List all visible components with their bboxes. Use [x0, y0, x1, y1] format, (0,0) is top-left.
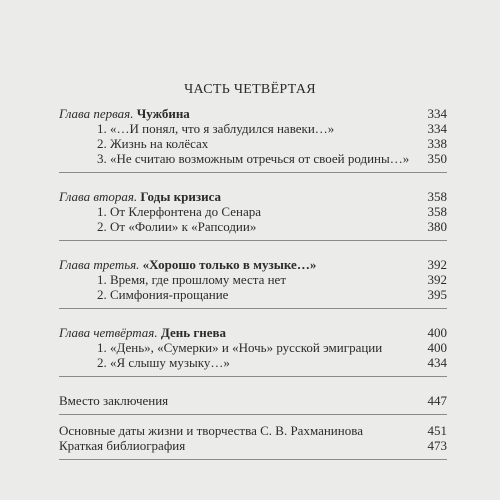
chapter-1-page: 334: [427, 106, 447, 121]
chapter-4-prefix: Глава четвёртая.: [59, 325, 158, 340]
bibliography-row: [59, 438, 447, 453]
section-3-2-page: 395: [427, 287, 447, 302]
dates-row: [59, 423, 447, 438]
section-1-2-label: 2. Жизнь на колёсах: [97, 136, 209, 151]
chapter-4-title: День гнева: [160, 325, 227, 340]
section-4-1-label: 1. «День», «Сумерки» и «Ночь» русской эмиграции: [97, 340, 383, 355]
section-2-1-row: [59, 204, 447, 219]
part-title: ЧАСТЬ ЧЕТВЁРТАЯ: [184, 82, 316, 97]
section-3-2-label: 2. Симфония-прощание: [97, 287, 229, 302]
chapter-4-row: [59, 325, 447, 340]
section-1-2-row: [59, 136, 447, 151]
chapter-2-row: [59, 189, 447, 204]
chapter-1-prefix: Глава первая.: [59, 106, 134, 121]
chapter-3-row: [59, 257, 447, 272]
divider: [59, 459, 447, 460]
dates-page: 451: [427, 423, 447, 438]
dates-label: Основные даты жизни и творчества С. В. Рахманинова: [59, 423, 363, 438]
bibliography-page: 473: [427, 438, 447, 453]
section-2-1-page: 358: [427, 204, 447, 219]
section-2-1-label: 1. От Клерфонтена до Сенара: [97, 204, 262, 219]
section-4-2-page: 434: [427, 355, 447, 370]
section-4-1-row: [59, 340, 447, 355]
conclusion-row: [59, 393, 447, 408]
section-3-1-label: 1. Время, где прошлому места нет: [97, 272, 287, 287]
chapter-1-title: Чужбина: [136, 106, 190, 121]
section-1-3-page: 350: [427, 151, 447, 166]
conclusion-page: 447: [427, 393, 447, 408]
chapter-3-page: 392: [427, 257, 447, 272]
section-1-3-row: [59, 151, 447, 166]
section-4-1-page: 400: [427, 340, 447, 355]
chapter-4-page: 400: [427, 325, 447, 340]
section-3-1-row: [59, 272, 447, 287]
bibliography-label: Краткая библиография: [59, 438, 186, 453]
section-3-1-page: 392: [427, 272, 447, 287]
section-1-3-label: 3. «Не считаю возможным отречься от своей родины…»: [97, 151, 410, 166]
section-2-2-page: 380: [427, 219, 447, 234]
chapter-3-title: «Хорошо только в музыке…»: [142, 257, 317, 272]
section-3-2-row: [59, 287, 447, 302]
chapter-3-prefix: Глава третья.: [59, 257, 140, 272]
section-4-2-row: [59, 355, 447, 370]
conclusion-label: Вместо заключения: [59, 393, 169, 408]
chapter-1-row: [59, 106, 447, 121]
section-2-2-label: 2. От «Фолии» к «Рапсодии»: [97, 219, 257, 234]
chapter-2-prefix: Глава вторая.: [59, 189, 138, 204]
section-4-2-label: 2. «Я слышу музыку…»: [97, 355, 230, 370]
table-of-contents: [59, 106, 447, 460]
section-2-2-row: [59, 219, 447, 234]
section-1-1-row: [59, 121, 447, 136]
section-1-1-page: 334: [427, 121, 447, 136]
chapter-2-title: Годы кризиса: [140, 189, 222, 204]
chapter-2-page: 358: [427, 189, 447, 204]
section-1-2-page: 338: [427, 136, 447, 151]
section-1-1-label: 1. «…И понял, что я заблудился навеки…»: [97, 121, 335, 136]
